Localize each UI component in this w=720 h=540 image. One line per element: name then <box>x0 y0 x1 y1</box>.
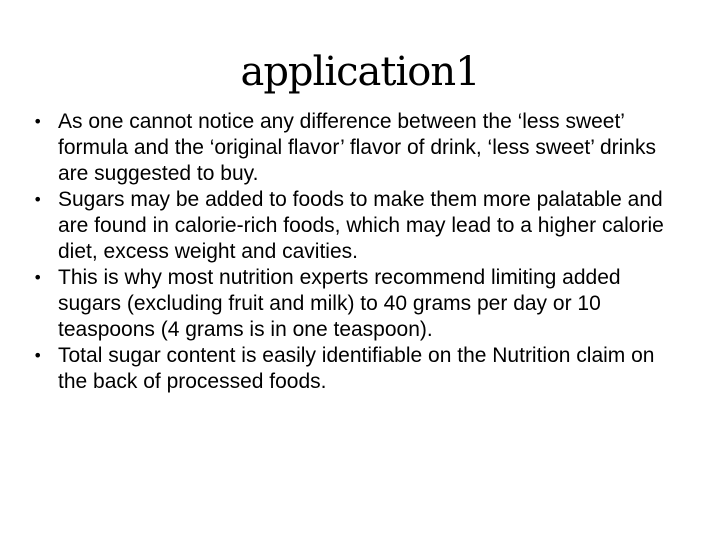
bullet-text: Sugars may be added to foods to make them more palatable and are found in calorie-rich foods, which may lead to a higher calorie diet, excess weight and cavities. <box>58 188 664 263</box>
bullet-icon: • <box>33 346 43 365</box>
bullet-text: This is why most nutrition experts recommend limiting added sugars (excluding fruit and milk) to 40 grams per day or 10 teaspoons (4 grams is in one teaspoon). <box>58 266 621 341</box>
bullet-item <box>33 265 683 343</box>
bullet-text: As one cannot notice any difference between the ‘less sweet’ formula and the ‘original flavor’ flavor of drink, ‘less sweet’ drinks are suggested to buy. <box>58 110 656 185</box>
bullet-item <box>33 187 683 265</box>
slide-title: application1 <box>240 49 480 95</box>
bullet-icon: • <box>33 190 43 209</box>
bullet-list <box>33 109 683 395</box>
bullet-text: Total sugar content is easily identifiable on the Nutrition claim on the back of processed foods. <box>58 344 655 393</box>
bullet-item <box>33 109 683 187</box>
bullet-item <box>33 343 683 395</box>
bullet-icon: • <box>33 268 43 287</box>
bullet-icon: • <box>33 112 43 131</box>
